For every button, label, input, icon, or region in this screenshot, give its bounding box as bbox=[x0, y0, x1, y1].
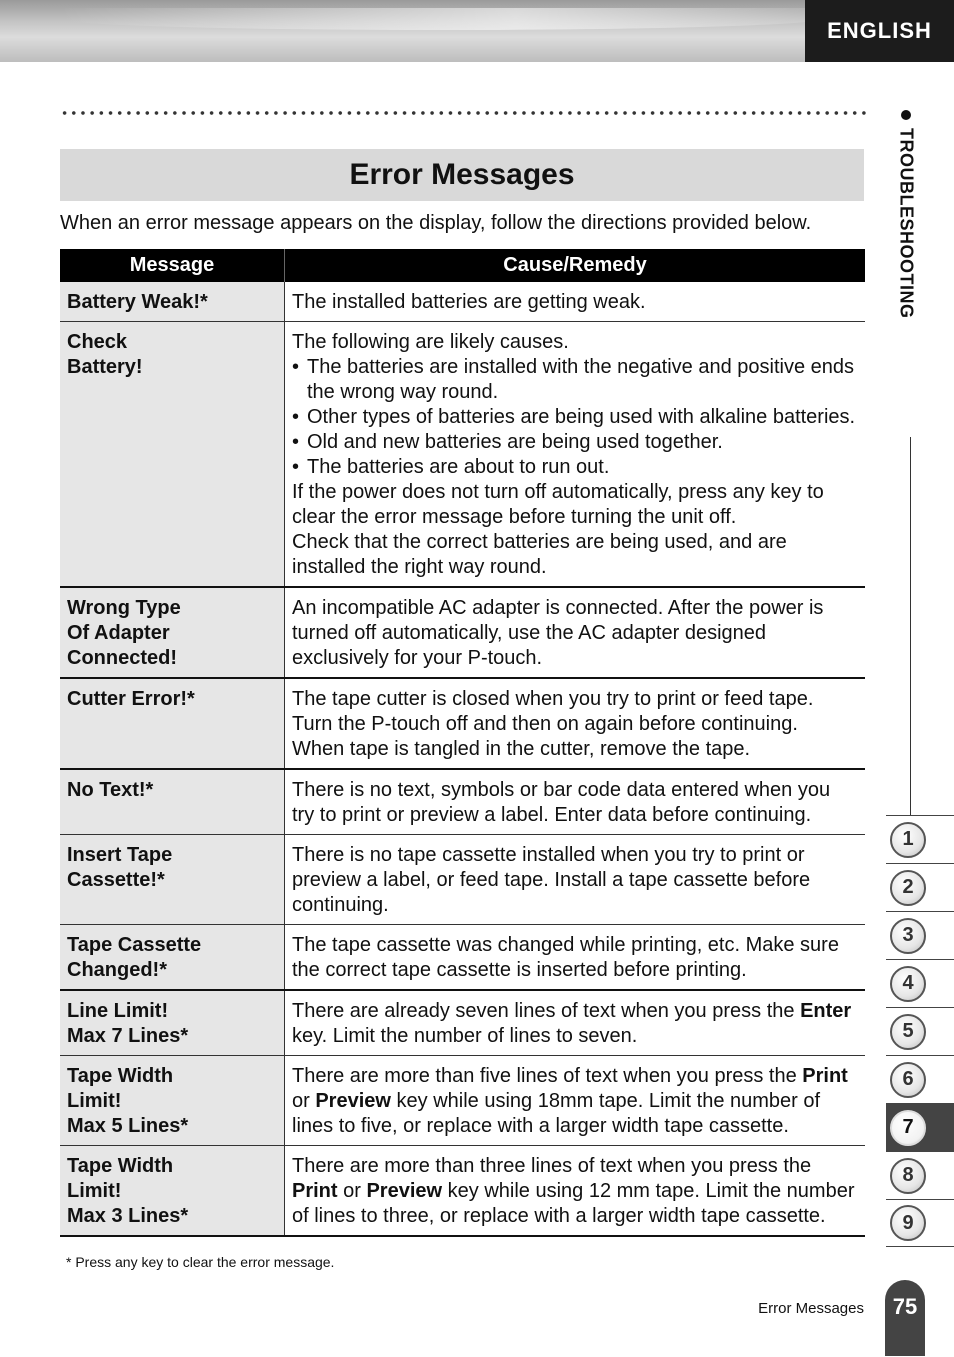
remedy-text: The batteries are installed with the negative and positive ends the wrong way round. bbox=[307, 356, 855, 403]
remedy-paragraph bbox=[292, 843, 857, 918]
error-message-line: Tape Cassette bbox=[67, 934, 202, 956]
remedy-text: or bbox=[337, 1180, 367, 1202]
error-message-line: Connected! bbox=[67, 647, 177, 669]
chapter-tab-5[interactable] bbox=[886, 1007, 954, 1055]
remedy-paragraph bbox=[292, 1064, 857, 1139]
remedy-text: or bbox=[292, 1090, 316, 1112]
table-row bbox=[60, 678, 865, 769]
error-message-line: Limit! bbox=[67, 1090, 122, 1112]
error-message-cell bbox=[60, 678, 285, 769]
remedy-text: Check that the correct batteries are being used, and are installed the right way round. bbox=[292, 531, 787, 578]
language-tab bbox=[805, 0, 954, 62]
remedy-text: The batteries are about to run out. bbox=[307, 456, 610, 478]
key-name: Preview bbox=[315, 1090, 391, 1112]
table-row bbox=[60, 925, 865, 991]
remedy-paragraph bbox=[292, 596, 857, 671]
remedy-paragraph bbox=[292, 530, 857, 580]
bullet-icon: • bbox=[292, 356, 300, 378]
remedy-paragraph bbox=[292, 330, 857, 355]
chapter-number: 9 bbox=[890, 1205, 926, 1241]
column-header-message: Message bbox=[60, 249, 285, 282]
table-row bbox=[60, 322, 865, 588]
bullet-icon bbox=[901, 110, 911, 120]
table-header-row bbox=[60, 249, 865, 282]
footnote: * Press any key to clear the error message. bbox=[66, 1254, 335, 1270]
table-row bbox=[60, 1146, 865, 1237]
chapter-tab-8[interactable] bbox=[886, 1151, 954, 1199]
remedy-cell bbox=[285, 587, 866, 678]
remedy-text: Other types of batteries are being used with alkaline batteries. bbox=[307, 406, 856, 428]
remedy-paragraph bbox=[292, 933, 857, 983]
page-number-label: 75 bbox=[892, 1294, 918, 1319]
remedy-text: There are more than three lines of text when you press the bbox=[292, 1155, 812, 1177]
chapter-number: 4 bbox=[890, 966, 926, 1002]
chapter-tab-4[interactable] bbox=[886, 959, 954, 1007]
header-bar bbox=[0, 0, 805, 62]
remedy-bullet-item bbox=[292, 405, 857, 430]
page-number bbox=[885, 1280, 925, 1356]
remedy-cell bbox=[285, 678, 866, 769]
remedy-cell bbox=[285, 990, 866, 1056]
remedy-text: key while using 12 mm tape. Limit the number of lines to three, or replace with a larger width tape cassette. bbox=[292, 1180, 855, 1227]
error-message-line: Battery Weak!* bbox=[67, 291, 208, 313]
remedy-text: If the power does not turn off automatically, press any key to clear the error message before turning the unit off. bbox=[292, 481, 824, 528]
remedy-text: There is no tape cassette installed when you try to print or preview a label, or feed tape. Install a tape cassette before continuing. bbox=[292, 844, 811, 916]
column-header-remedy: Cause/Remedy bbox=[285, 249, 866, 282]
error-message-line: Insert Tape bbox=[67, 844, 173, 866]
remedy-cell bbox=[285, 282, 866, 322]
remedy-text: The tape cutter is closed when you try to print or feed tape. Turn the P-touch off and then on again before continuing. bbox=[292, 688, 814, 735]
error-message-line: Line Limit! bbox=[67, 1000, 169, 1022]
remedy-text: When tape is tangled in the cutter, remove the tape. bbox=[292, 738, 751, 760]
remedy-bullet-text bbox=[307, 405, 855, 430]
error-message-line: No Text!* bbox=[67, 779, 154, 801]
key-name: Preview bbox=[366, 1180, 443, 1202]
chapter-number: 6 bbox=[890, 1062, 926, 1098]
remedy-paragraph bbox=[292, 999, 857, 1049]
language-label: ENGLISH bbox=[827, 18, 932, 43]
error-message-cell bbox=[60, 990, 285, 1056]
chapter-tab-6[interactable] bbox=[886, 1055, 954, 1103]
error-message-line: Tape Width bbox=[67, 1065, 174, 1087]
chapter-number: 1 bbox=[890, 822, 926, 858]
remedy-bullet-text bbox=[307, 430, 723, 455]
error-message-line: Limit! bbox=[67, 1180, 122, 1202]
table-row bbox=[60, 1056, 865, 1146]
chapter-number: 2 bbox=[890, 870, 926, 906]
dotted-divider bbox=[60, 110, 866, 116]
error-message-line: Check bbox=[67, 331, 128, 353]
key-name: Print bbox=[802, 1065, 848, 1087]
table-row bbox=[60, 769, 865, 835]
bullet-icon: • bbox=[292, 406, 300, 428]
bullet-icon: • bbox=[292, 456, 300, 478]
chapter-number: 3 bbox=[890, 918, 926, 954]
error-message-cell bbox=[60, 322, 285, 588]
error-message-cell bbox=[60, 835, 285, 925]
chapter-number: 5 bbox=[890, 1014, 926, 1050]
remedy-text: An incompatible AC adapter is connected. After the power is turned off automatically, use the AC adapter designed exclusively for your P-touch. bbox=[292, 597, 824, 669]
sidebar-section-label: TROUBLESHOOTING bbox=[896, 128, 917, 319]
remedy-cell bbox=[285, 1146, 866, 1237]
table-row bbox=[60, 835, 865, 925]
error-message-cell bbox=[60, 769, 285, 835]
error-message-line: Cutter Error!* bbox=[67, 688, 195, 710]
error-message-line: Of Adapter bbox=[67, 622, 170, 644]
remedy-text: There are already seven lines of text when you press the bbox=[292, 1000, 801, 1022]
chapter-number: 7 bbox=[890, 1110, 926, 1146]
error-message-line: Battery! bbox=[67, 356, 143, 378]
remedy-cell bbox=[285, 322, 866, 588]
chapter-tab-1[interactable] bbox=[886, 815, 954, 863]
remedy-paragraph bbox=[292, 737, 857, 762]
error-table bbox=[60, 249, 865, 1237]
key-name: Enter bbox=[800, 1000, 852, 1022]
error-message-cell bbox=[60, 925, 285, 991]
remedy-paragraph bbox=[292, 1154, 857, 1229]
remedy-text: The tape cassette was changed while printing, etc. Make sure the correct tape cassette is inserted before printing. bbox=[292, 934, 839, 981]
remedy-paragraph bbox=[292, 778, 857, 828]
chapter-tab-3[interactable] bbox=[886, 911, 954, 959]
remedy-bullet-item bbox=[292, 355, 857, 405]
section-title-bar bbox=[60, 149, 864, 201]
table-row bbox=[60, 282, 865, 322]
page-title: Error Messages bbox=[349, 158, 575, 191]
remedy-cell bbox=[285, 835, 866, 925]
remedy-text: The following are likely causes. bbox=[292, 331, 569, 353]
error-table-body bbox=[60, 282, 865, 1236]
remedy-bullet-text bbox=[307, 355, 857, 405]
error-message-line: Cassette!* bbox=[67, 869, 165, 891]
bullet-icon: • bbox=[292, 431, 300, 453]
table-row bbox=[60, 990, 865, 1056]
error-message-cell bbox=[60, 587, 285, 678]
error-message-line: Tape Width bbox=[67, 1155, 174, 1177]
footer-label: Error Messages bbox=[758, 1300, 864, 1317]
sidebar-section-title bbox=[893, 110, 919, 360]
remedy-cell bbox=[285, 925, 866, 991]
intro-text: When an error message appears on the display, follow the directions provided below. bbox=[60, 212, 812, 234]
remedy-cell bbox=[285, 1056, 866, 1146]
chapter-tab-2[interactable] bbox=[886, 863, 954, 911]
error-message-line: Wrong Type bbox=[67, 597, 181, 619]
header-decoration bbox=[60, 8, 820, 30]
chapter-tab-9[interactable] bbox=[886, 1199, 954, 1247]
remedy-text: key while using 18mm tape. Limit the number of lines to five, or replace with a larger width tape cassette. bbox=[292, 1090, 821, 1137]
error-message-line: Max 7 Lines* bbox=[67, 1025, 189, 1047]
remedy-bullet-text bbox=[307, 455, 609, 480]
remedy-cell bbox=[285, 769, 866, 835]
error-message-cell bbox=[60, 1056, 285, 1146]
remedy-paragraph bbox=[292, 687, 857, 737]
remedy-paragraph bbox=[292, 480, 857, 530]
remedy-text: Old and new batteries are being used together. bbox=[307, 431, 723, 453]
remedy-bullet-item bbox=[292, 430, 857, 455]
remedy-text: There is no text, symbols or bar code data entered when you try to print or preview a label. Enter data before continuing. bbox=[292, 779, 831, 826]
remedy-bullet-item bbox=[292, 455, 857, 480]
chapter-number: 8 bbox=[890, 1158, 926, 1194]
sidebar-divider bbox=[910, 437, 911, 815]
chapter-tabs bbox=[886, 815, 954, 1247]
key-name: Print bbox=[292, 1180, 338, 1202]
remedy-paragraph bbox=[292, 290, 857, 315]
error-message-cell bbox=[60, 1146, 285, 1237]
error-message-cell bbox=[60, 282, 285, 322]
remedy-text: There are more than five lines of text when you press the bbox=[292, 1065, 803, 1087]
error-message-line: Changed!* bbox=[67, 959, 167, 981]
error-message-line: Max 5 Lines* bbox=[67, 1115, 189, 1137]
chapter-tab-7[interactable] bbox=[886, 1103, 954, 1151]
remedy-text: The installed batteries are getting weak. bbox=[292, 291, 646, 313]
error-message-line: Max 3 Lines* bbox=[67, 1205, 189, 1227]
remedy-text: key. Limit the number of lines to seven. bbox=[292, 1025, 638, 1047]
table-row bbox=[60, 587, 865, 678]
